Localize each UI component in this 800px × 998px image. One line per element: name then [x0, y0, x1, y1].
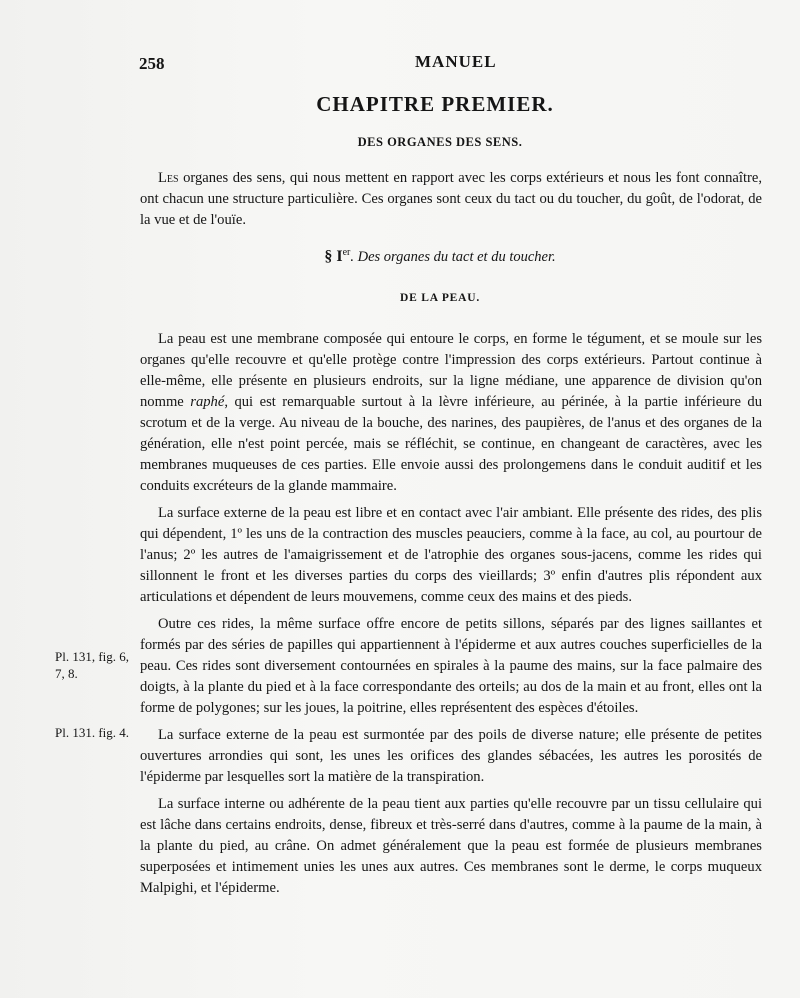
subtopic-heading: DE LA PEAU. — [399, 292, 481, 304]
margin-note-plate-ref: Pl. 131, fig. 6, 7, 8. — [55, 649, 130, 681]
subsection-title: . Des organes du tact et du toucher. — [350, 248, 556, 265]
intro-text — [140, 168, 762, 231]
margin-note-plate-ref: Pl. 131. fig. 4. — [55, 725, 130, 740]
paragraph-1-part-2: , qui est remarquable surtout à la lèvre inférieure, au périnée, à la partie inférieure du scrotum et de la verge. Au niveau de la bouche, des narines, des paupières, de l'anus et des organes de la génération, elle n'est point percée, mais se réfléchit, se continue, en changeant de caractères, avec les membranes muqueuses de ces parties. Elle envoie aussi des prolongemens dans le conduit auditif et les conduits excréteurs de la glande mammaire. — [140, 394, 762, 494]
intro-first-word: Les — [158, 170, 179, 186]
intro-paragraph — [140, 168, 762, 237]
raphe-term: raphé — [190, 394, 225, 410]
intro-body: organes des sens, qui nous mettent en rapport avec les corps extérieurs et nous les font connaître, ont chacun une structure particulière. Ces organes sont ceux du tact ou du toucher, du goût, de l'odorat, de la vue et de l'ouïe. — [140, 170, 762, 228]
section-title: DES ORGANES DES SENS. — [357, 135, 523, 149]
paragraph-1-part-1: La peau est une membrane composée qui entoure le corps, en forme le tégument, et se moule sur les organes qu'elle recouvre et qu'elle protège contre l'impression des corps extérieurs. Partout continue à elle-même, elle présente en plusieurs endroits, sur la ligne médiane, une apparence de division qu'on nomme — [140, 331, 762, 410]
paragraph-5: La surface interne ou adhérente de la peau tient aux parties qu'elle recouvre par un tissu cellulaire qui est lâche dans certains endroits, dense, fibreux et très-serré dans d'autres, comme à la paume de la main, à la plante du pied, au crâne. On admet généralement que la peau est formée de plusieurs membranes superposées et intimement unies les unes aux autres. Ces membranes sont le derme, le corps muqueux Malpighi, et l'épiderme. — [140, 796, 762, 896]
main-text — [140, 329, 762, 905]
paragraph-1 — [140, 329, 762, 497]
paragraph-4: La surface externe de la peau est surmontée par des poils de diverse nature; elle présente de petites ouvertures arrondies qui sont, les unes les orifices des glandes sébacées, les autres les porosités de l'épiderme par lesquelles sort la matière de la transpiration. — [140, 727, 762, 785]
running-head: MANUEL — [415, 52, 497, 71]
paragraph-2: La surface externe de la peau est libre et en contact avec l'air ambiant. Elle présente des rides, des plis qui dépendent, 1º les uns de la contraction des muscles peauciers, comme à la face, au col, au pourtour de l'anus; 2º les autres de l'amaigrissement et de l'atrophie des organes sous-jacens, comme les rides qui sillonnent le front et les diverses parties du corps des vieillards; 3º enfin d'autres plis répondent aux articulations et dépendent de leurs mouvemens, comme ceux des mains et des pieds. — [140, 505, 762, 605]
section-mark: § I — [324, 247, 343, 265]
section-mark-sup: er — [342, 247, 351, 258]
chapter-title: CHAPITRE PREMIER. — [316, 92, 554, 116]
page-number: 258 — [139, 54, 165, 73]
subsection-heading — [0, 247, 800, 266]
paragraph-3: Outre ces rides, la même surface offre encore de petits sillons, séparés par des lignes saillantes et formés par des séries de papilles qui appartiennent à l'épiderme et aux autres couches superficielles de la peau. Ces rides sont diversement contournées en spirales à la paume des mains, sur la face palmaire des doigts, à la plante du pied et à la face correspondante des orteils; au dos de la main et au front, elles ont la forme de polygones; sur les joues, la poitrine, elles représentent des espèces d'étoiles. — [140, 616, 762, 716]
